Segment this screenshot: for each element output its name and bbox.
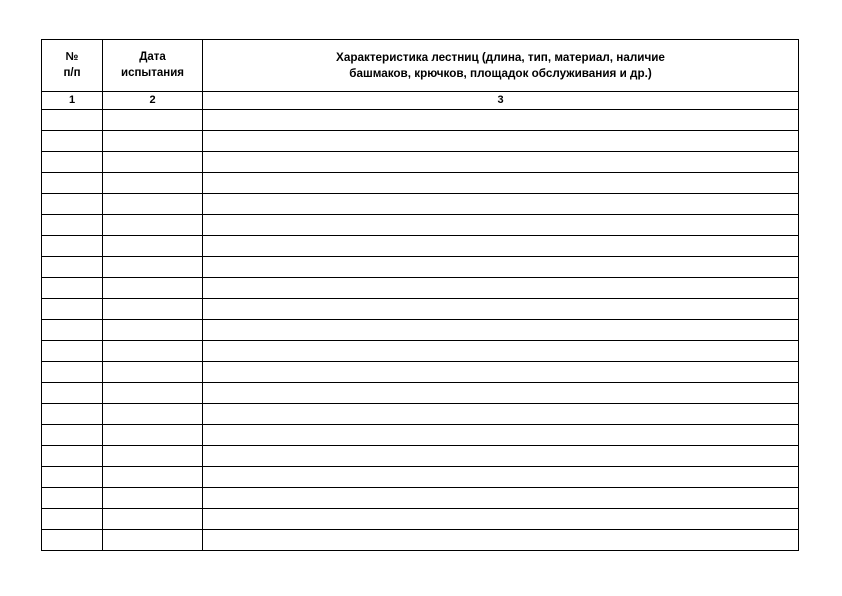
table-row[interactable]	[42, 278, 799, 299]
table-row[interactable]	[42, 152, 799, 173]
cell-number[interactable]	[42, 173, 103, 194]
cell-date[interactable]	[103, 194, 203, 215]
cell-description[interactable]	[203, 446, 799, 467]
table-header-row	[42, 40, 799, 92]
cell-description[interactable]	[203, 257, 799, 278]
cell-description[interactable]	[203, 320, 799, 341]
cell-number[interactable]	[42, 530, 103, 551]
column-number-3: 3	[203, 92, 799, 110]
cell-description[interactable]	[203, 194, 799, 215]
cell-date[interactable]	[103, 131, 203, 152]
cell-date[interactable]	[103, 173, 203, 194]
cell-number[interactable]	[42, 194, 103, 215]
cell-date[interactable]	[103, 467, 203, 488]
header-characteristics-line1: Характеристика лестниц (длина, тип, материал, наличие	[336, 50, 665, 64]
cell-date[interactable]	[103, 341, 203, 362]
table-row[interactable]	[42, 383, 799, 404]
header-cell-number	[42, 40, 103, 92]
table-row[interactable]	[42, 509, 799, 530]
table-row[interactable]	[42, 404, 799, 425]
cell-number[interactable]	[42, 488, 103, 509]
cell-date[interactable]	[103, 530, 203, 551]
cell-description[interactable]	[203, 404, 799, 425]
cell-number[interactable]	[42, 404, 103, 425]
cell-description[interactable]	[203, 278, 799, 299]
cell-description[interactable]	[203, 425, 799, 446]
cell-date[interactable]	[103, 488, 203, 509]
cell-date[interactable]	[103, 236, 203, 257]
table-row[interactable]	[42, 257, 799, 278]
cell-number[interactable]	[42, 278, 103, 299]
cell-date[interactable]	[103, 215, 203, 236]
table-row[interactable]	[42, 110, 799, 131]
cell-number[interactable]	[42, 383, 103, 404]
table-row[interactable]	[42, 362, 799, 383]
ladder-test-log-table	[41, 39, 799, 551]
cell-number[interactable]	[42, 446, 103, 467]
cell-date[interactable]	[103, 446, 203, 467]
cell-description[interactable]	[203, 530, 799, 551]
table-row[interactable]	[42, 488, 799, 509]
table-body	[42, 110, 799, 551]
cell-number[interactable]	[42, 362, 103, 383]
header-date-line2: испытания	[121, 66, 184, 79]
cell-description[interactable]	[203, 383, 799, 404]
cell-date[interactable]	[103, 257, 203, 278]
table-row[interactable]	[42, 173, 799, 194]
table-row[interactable]	[42, 131, 799, 152]
cell-number[interactable]	[42, 152, 103, 173]
table-row[interactable]	[42, 341, 799, 362]
cell-description[interactable]	[203, 488, 799, 509]
cell-date[interactable]	[103, 299, 203, 320]
table-header	[42, 40, 799, 110]
cell-number[interactable]	[42, 257, 103, 278]
header-characteristics-line2: башмаков, крючков, площадок обслуживания и др.)	[349, 66, 652, 80]
cell-description[interactable]	[203, 131, 799, 152]
table-row[interactable]	[42, 299, 799, 320]
cell-description[interactable]	[203, 173, 799, 194]
cell-date[interactable]	[103, 110, 203, 131]
cell-number[interactable]	[42, 215, 103, 236]
cell-number[interactable]	[42, 509, 103, 530]
table-row[interactable]	[42, 194, 799, 215]
header-date-line1: Дата	[139, 50, 166, 63]
cell-date[interactable]	[103, 362, 203, 383]
cell-date[interactable]	[103, 152, 203, 173]
header-number-line1: №	[65, 50, 79, 63]
table-column-number-row	[42, 92, 799, 110]
cell-number[interactable]	[42, 236, 103, 257]
cell-description[interactable]	[203, 467, 799, 488]
cell-date[interactable]	[103, 404, 203, 425]
cell-description[interactable]	[203, 509, 799, 530]
cell-number[interactable]	[42, 320, 103, 341]
table-row[interactable]	[42, 236, 799, 257]
column-number-2: 2	[103, 92, 203, 110]
cell-description[interactable]	[203, 362, 799, 383]
cell-description[interactable]	[203, 152, 799, 173]
cell-description[interactable]	[203, 299, 799, 320]
ladder-test-log-table-wrapper	[41, 39, 798, 551]
header-cell-test-date	[103, 40, 203, 92]
cell-date[interactable]	[103, 425, 203, 446]
cell-description[interactable]	[203, 341, 799, 362]
header-number-line2: п/п	[63, 66, 81, 79]
cell-number[interactable]	[42, 425, 103, 446]
cell-date[interactable]	[103, 383, 203, 404]
table-row[interactable]	[42, 530, 799, 551]
cell-number[interactable]	[42, 131, 103, 152]
table-row[interactable]	[42, 467, 799, 488]
table-row[interactable]	[42, 446, 799, 467]
table-row[interactable]	[42, 320, 799, 341]
table-row[interactable]	[42, 215, 799, 236]
cell-description[interactable]	[203, 110, 799, 131]
cell-date[interactable]	[103, 278, 203, 299]
cell-number[interactable]	[42, 341, 103, 362]
cell-number[interactable]	[42, 467, 103, 488]
header-cell-characteristics	[203, 40, 799, 92]
column-number-1: 1	[42, 92, 103, 110]
cell-number[interactable]	[42, 110, 103, 131]
cell-date[interactable]	[103, 320, 203, 341]
cell-number[interactable]	[42, 299, 103, 320]
table-row[interactable]	[42, 425, 799, 446]
cell-description[interactable]	[203, 215, 799, 236]
cell-description[interactable]	[203, 236, 799, 257]
cell-date[interactable]	[103, 509, 203, 530]
